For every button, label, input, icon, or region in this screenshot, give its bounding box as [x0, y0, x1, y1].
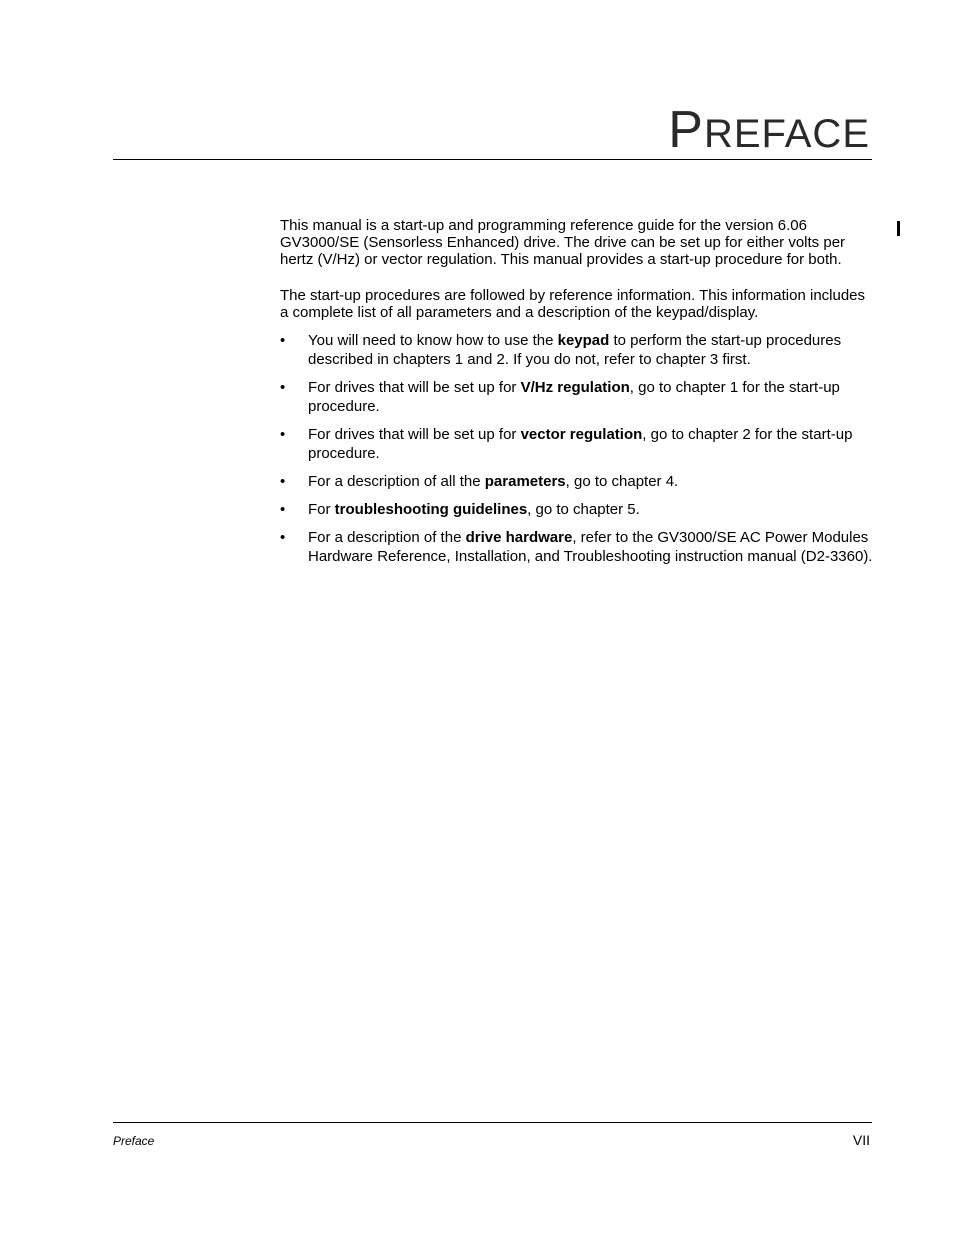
bullet-keyword: troubleshooting guidelines: [334, 501, 528, 518]
list-item: [280, 331, 874, 369]
bullet-text: , go to chapter 2 for the start-up procedure.: [308, 426, 853, 462]
bullet-text: For: [308, 501, 335, 518]
bullet-text: For drives that will be set up for: [308, 379, 521, 396]
bullet-icon: •: [280, 529, 286, 546]
list-item: [280, 472, 874, 491]
bullet-text: For a description of the: [308, 529, 466, 546]
bullet-keyword: keypad: [557, 332, 610, 349]
list-item: [280, 500, 874, 519]
page-title-initial: P: [668, 101, 704, 159]
bullet-keyword: drive hardware: [465, 529, 573, 546]
bullet-icon: •: [280, 332, 286, 349]
bullet-icon: •: [280, 473, 286, 490]
bullet-keyword: V/Hz regulation: [520, 379, 630, 396]
bullet-text: to perform the start-up procedures described in chapters 1 and 2. If you do not, refer to chapter 3 first.: [308, 332, 842, 368]
page-title: [668, 101, 870, 159]
list-item: [280, 528, 874, 566]
body-text: [280, 217, 874, 575]
bullet-text: For drives that will be set up for: [308, 426, 521, 443]
page-title-rest: REFACE: [703, 112, 870, 156]
revision-change-bar: [897, 221, 900, 236]
bullet-text: , go to chapter 4.: [565, 473, 679, 490]
bullet-icon: •: [280, 426, 286, 443]
footer-page-number: VII: [852, 1132, 870, 1148]
bullet-keyword: parameters: [484, 473, 566, 490]
bullet-text: , go to chapter 1 for the start-up procedure.: [308, 379, 840, 415]
bullet-text: , refer to the GV3000/SE AC Power Modules Hardware Reference, Installation, and Troubleshooting instruction manual (D2-3360).: [308, 529, 873, 565]
list-item: [280, 378, 874, 416]
list-item: [280, 425, 874, 463]
bullet-text: , go to chapter 5.: [527, 501, 640, 518]
bullet-text: For a description of all the: [308, 473, 485, 490]
footer-section-name: Preface: [113, 1134, 155, 1148]
intro-paragraph: This manual is a start-up and programming reference guide for the version 6.06 GV3000/SE (Sensorless Enhanced) drive. The drive can be set up for either volts per hertz (V/Hz) or vector regulation. This manual provides a start-up procedure for both.: [280, 217, 846, 268]
footer-rule: [113, 1122, 872, 1123]
bullet-keyword: vector regulation: [520, 426, 643, 443]
header-rule: [113, 159, 872, 160]
bullet-text: You will need to know how to use the: [308, 332, 558, 349]
bullet-list: [280, 331, 874, 566]
bullet-icon: •: [280, 501, 286, 518]
info-paragraph: The start-up procedures are followed by reference information. This information includes a complete list of all parameters and a description of the keypad/display.: [280, 287, 866, 321]
bullet-icon: •: [280, 379, 286, 396]
